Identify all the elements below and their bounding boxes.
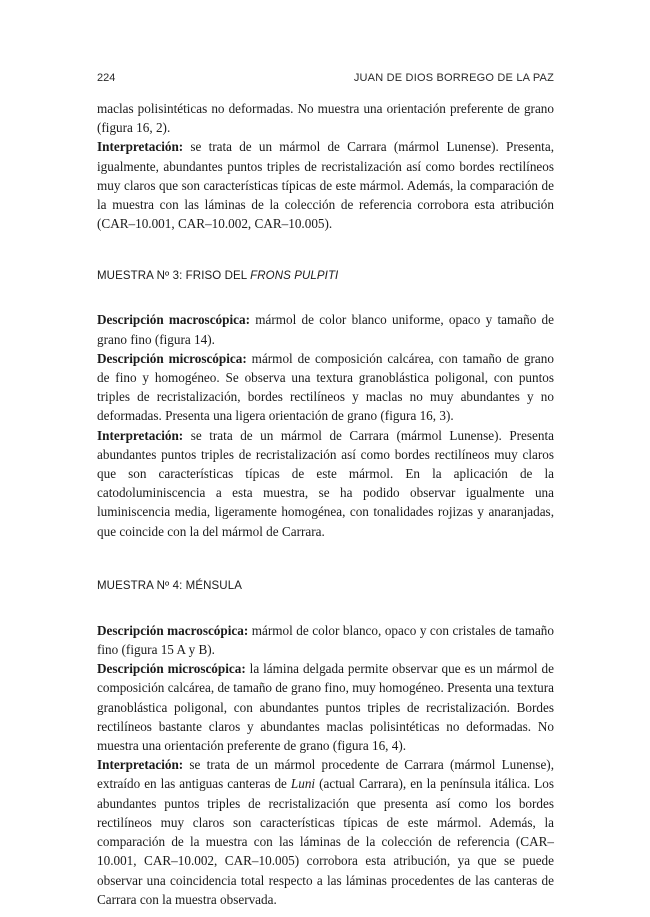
interpretation-label: Interpretación: <box>97 139 184 155</box>
page-body <box>97 99 554 909</box>
microscopic-text: la lámina delgada permite observar que es un mármol de composición calcárea, de tamaño de grano fino, muy homogéneo. Presenta una textura granoblástica poligonal, con abundantes puntos triples de recristalización. Bordes rectilíneos bastante claros y abundantes maclas polisintéticas no deformadas. No muestra una orientación preferente de grano (figura 16, 4). <box>97 661 555 754</box>
interpretation-label: Interpretación: <box>97 757 184 773</box>
interpretation-text: (actual Carrara), en la península itálica. Los abundantes puntos triples de recristalización que presenta así como los bordes rectilíneos muy claros son características típicas de este mármol. Además, la comparación de la muestra con las láminas de la colección de referencia (CAR–10.001, CAR–10.002, CAR–10.005) corrobora esta atribución, ya que se puede observar una coincidencia total respecto a las láminas procedentes de las canteras de Carrara con la muestra observada. <box>97 776 554 907</box>
section-heading-muestra-3 <box>97 267 554 286</box>
macroscopic-label: Descripción macroscópica: <box>97 312 250 328</box>
microscopic-label: Descripción microscópica: <box>97 661 246 677</box>
interpretation-paragraph <box>97 137 554 233</box>
section-heading-text: MUESTRA Nº 3: FRISO DEL <box>97 270 251 283</box>
interpretation-text: se trata de un mármol de Carrara (mármol Lunense). Presenta abundantes puntos triples de recristalización así como bordes rectilíneos muy claros que son características típicas de este mármol. En la aplicación de la catodoluminiscencia a esta muestra, se ha podido observar igualmente una luminiscencia media, ligeramente homogénea, con tonalidades rojizas y anaranjadas, que coincide con la del mármol de Carrara. <box>97 427 554 539</box>
microscopic-text: mármol de composición calcárea, con tamaño de grano de fino y homogéneo. Se observa una textura granoblástica poligonal, con puntos triples de recristalización, bordes rectilíneos y maclas no muy abundantes y no deformadas. Presenta una ligera orientación de grano (figura 16, 3). <box>97 350 554 424</box>
microscopic-label: Descripción microscópica: <box>97 350 247 366</box>
interpretation-text: se trata de un mármol procedente de Carrara (mármol Lunense), extraído en las antiguas canteras de <box>97 757 554 792</box>
section-heading-italic: FRONS PULPITI <box>250 270 339 283</box>
macroscopic-paragraph <box>97 310 554 348</box>
interpretation-italic-term: Luni <box>290 776 316 792</box>
interpretation-paragraph <box>97 755 554 909</box>
page-header <box>97 72 554 84</box>
page-number: 224 <box>97 72 116 84</box>
macroscopic-text: mármol de color blanco, opaco y con cristales de tamaño fino (figura 15 A y B). <box>97 622 554 658</box>
interpretation-paragraph <box>97 426 554 541</box>
continuation-paragraph: maclas polisintéticas no deformadas. No muestra una orientación preferente de grano (figura 16, 2). <box>97 101 554 136</box>
interpretation-label: Interpretación: <box>97 427 184 443</box>
interpretation-text: se trata de un mármol de Carrara (mármol Lunense). Presenta, igualmente, abundantes puntos triples de recristalización así como bordes rectilíneos muy claros que son características típicas de este mármol. Además, la comparación de la muestra con las láminas de la colección de referencia corrobora esta atribución (CAR–10.001, CAR–10.002, CAR–10.005). <box>97 139 554 232</box>
macroscopic-label: Descripción macroscópica: <box>97 622 249 638</box>
microscopic-paragraph <box>97 659 554 755</box>
running-title: JUAN DE DIOS BORREGO DE LA PAZ <box>353 72 554 84</box>
microscopic-paragraph <box>97 349 554 426</box>
macroscopic-paragraph <box>97 621 554 659</box>
section-heading-muestra-4: MUESTRA Nº 4: MÉNSULA <box>97 579 242 592</box>
macroscopic-text: mármol de color blanco uniforme, opaco y tamaño de grano fino (figura 14). <box>97 312 554 347</box>
